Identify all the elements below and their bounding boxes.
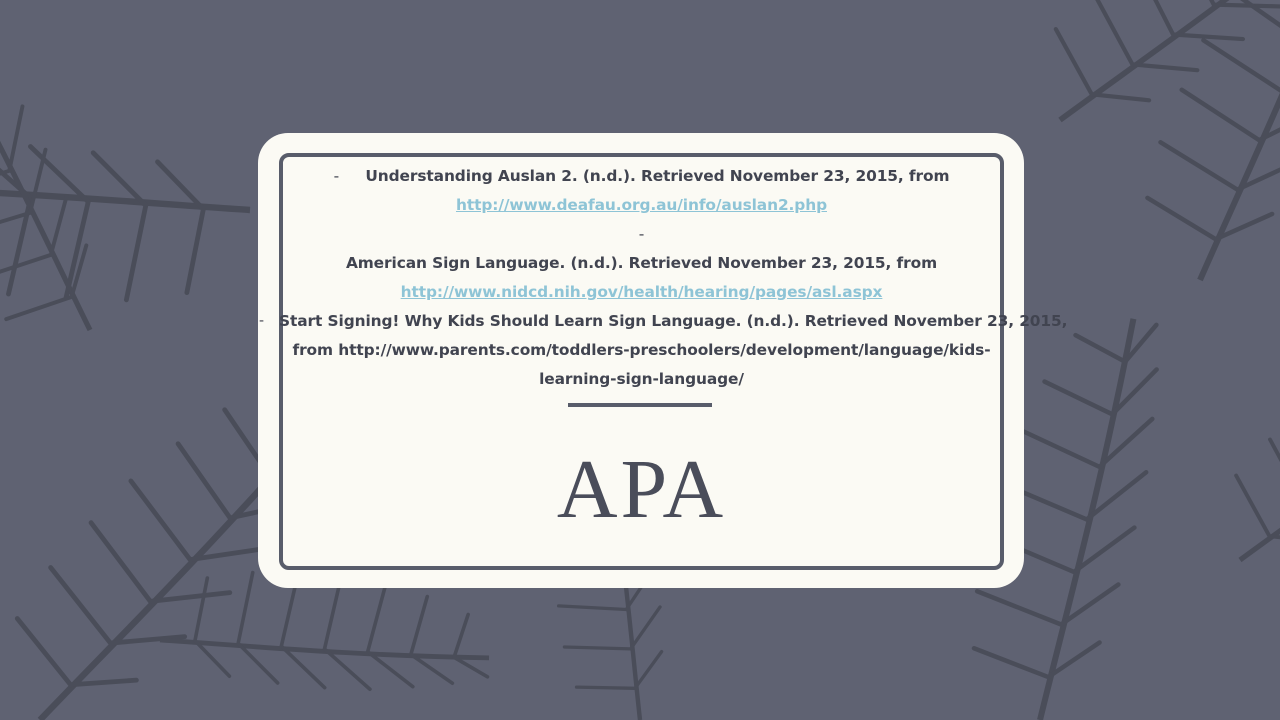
reference-3-dash: -: [259, 313, 265, 329]
reference-list: [279, 162, 1068, 394]
reference-3-text-line3: learning-sign-language/: [539, 370, 744, 388]
slide-title: APA: [556, 443, 727, 536]
reference-1-dash: -: [333, 167, 340, 185]
reference-1-link-line: [279, 191, 1004, 220]
reference-1-text: - Understanding Auslan 2. (n.d.). Retrieved November 23, 2015, from: [333, 167, 950, 185]
reference-3-text-line1: Start Signing! Why Kids Should Learn Sign Language. (n.d.). Retrieved November 23, 2015,: [279, 312, 1068, 330]
reference-3-text-line2: from http://www.parents.com/toddlers-preschoolers/development/language/kids-: [292, 341, 991, 359]
reference-2-link-line: [279, 278, 1004, 307]
title-divider: [568, 403, 712, 407]
feather-top-left: [0, 0, 270, 431]
reference-1-link: http://www.deafau.org.au/info/auslan2.php: [455, 196, 827, 214]
reference-2-link: http://www.nidcd.nih.gov/health/hearing/pages/asl.aspx: [400, 283, 883, 301]
reference-separator: -: [638, 225, 645, 243]
feather-top-right: [1027, 0, 1280, 287]
reference-2-text: American Sign Language. (n.d.). Retrieved November 23, 2015, from: [345, 254, 938, 272]
